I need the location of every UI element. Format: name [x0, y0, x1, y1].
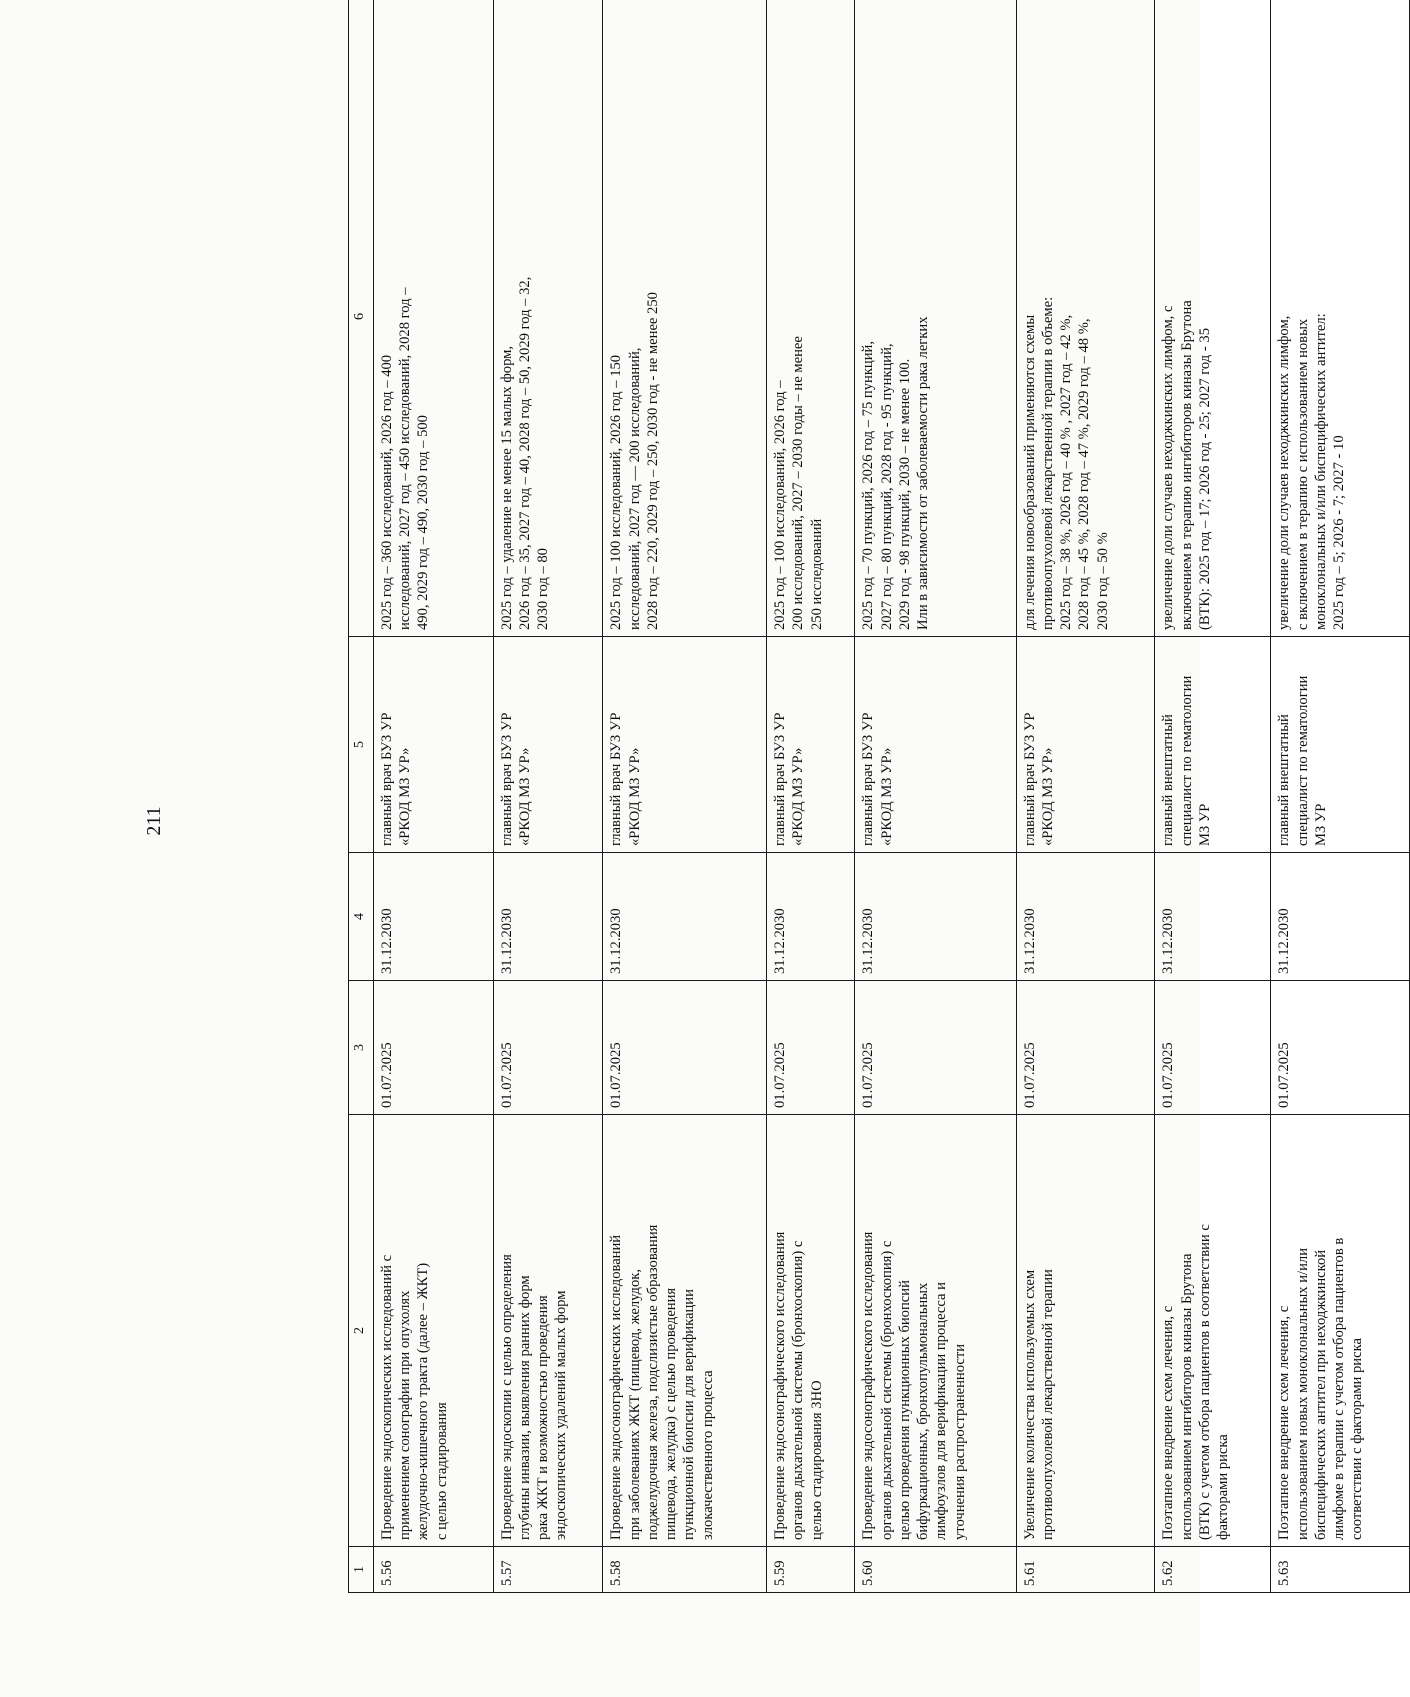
table-row — [1271, 0, 1410, 1593]
row-number: 5.58 — [603, 1547, 767, 1593]
end-date-cell: 31.12.2030 — [603, 853, 767, 981]
rotated-table-container — [348, 0, 1410, 1593]
table-row — [1155, 0, 1271, 1593]
responsible-cell: главный врач БУЗ УР «РКОД МЗ УР» — [493, 637, 603, 853]
responsible-cell: главный внештатный специалист по гематологии МЗ УР — [1271, 637, 1410, 853]
start-date-cell: 01.07.2025 — [1155, 981, 1271, 1115]
table-row — [1016, 0, 1155, 1593]
end-date-cell: 31.12.2030 — [493, 853, 603, 981]
start-date-cell: 01.07.2025 — [1016, 981, 1155, 1115]
row-number: 5.59 — [767, 1547, 855, 1593]
table-row — [493, 0, 603, 1593]
table-row — [603, 0, 767, 1593]
result-cell: 2025 год – 100 исследований, 2026 год – 200 исследований, 2027 – 2030 годы – не менее 250 исследований — [767, 0, 855, 637]
activity-cell: Проведение эндосонографического исследования органов дыхательной системы (бронхоскопия) с целью стадирования ЗНО — [767, 1115, 855, 1547]
row-number: 5.60 — [855, 1547, 1016, 1593]
activity-cell: Увеличение количества используемых схем противоопухолевой лекарственной терапии — [1016, 1115, 1155, 1547]
result-cell: 2025 год – 360 исследований, 2026 год – 400 исследований, 2027 год – 450 исследований, 2028 год – 490, 2029 год – 490, 2030 год – 500 — [374, 0, 494, 637]
activity-cell: Проведение эндоскопии с целью определения глубины инвазии, выявления ранних форм рака ЖКТ и возможностью проведения эндоскопических удалений малых форм — [493, 1115, 603, 1547]
result-cell: увеличение доли случаев неходжкинских лимфом, с включением в терапию ингибиторов киназы Брутона (ВТК): 2025 год – 17; 2026 год - 25; 2027 год - 35 — [1155, 0, 1271, 637]
result-cell: 2025 год – 70 пункций, 2026 год – 75 пункций, 2027 год – 80 пункций, 2028 год - 95 пункций, 2029 год - 98 пункций, 2030 – не менее 100. Или в зависимости от заболеваемости рака легких — [855, 0, 1016, 637]
row-number: 5.57 — [493, 1547, 603, 1593]
end-date-cell: 31.12.2030 — [1271, 853, 1410, 981]
header-cell-col-5: 5 — [349, 637, 374, 853]
responsible-cell: главный врач БУЗ УР «РКОД МЗ УР» — [603, 637, 767, 853]
header-cell-col-6: 6 — [349, 0, 374, 637]
result-cell: 2025 год – удаление не менее 15 малых форм, 2026 год – 35, 2027 год – 40, 2028 год – 50, 2029 год – 32, 2030 год – 80 — [493, 0, 603, 637]
activity-cell: Проведение эндосонографического исследования органов дыхательной системы (бронхоскопия) с целью проведения пункционных биопсий бифуркационных, бронхопульмональных лимфоузлов для верификации процесса и уточнения распространенности — [855, 1115, 1016, 1547]
start-date-cell: 01.07.2025 — [603, 981, 767, 1115]
end-date-cell: 31.12.2030 — [855, 853, 1016, 981]
row-number: 5.61 — [1016, 1547, 1155, 1593]
header-row — [349, 0, 374, 1593]
result-cell: увеличение доли случаев неходжкинских лимфом, с включением в терапию с использованием новых моноклональных и/или биспецифических антител: 2025 год – 5; 2026 - 7; 2027 - 10 — [1271, 0, 1410, 637]
plan-table — [348, 0, 1410, 1593]
start-date-cell: 01.07.2025 — [374, 981, 494, 1115]
start-date-cell: 01.07.2025 — [1271, 981, 1410, 1115]
header-cell-col-2: 2 — [349, 1115, 374, 1547]
activity-cell: Проведение эндосонографических исследований при заболеваниях ЖКТ (пищевод, желудок, поджелудочная железа, подслизистые образования пищевода, желудка) с целью проведения пункционной биопсии для верификации злокачественного процесса — [603, 1115, 767, 1547]
responsible-cell: главный врач БУЗ УР «РКОД МЗ УР» — [374, 637, 494, 853]
activity-cell: Поэтапное внедрение схем лечения, с использованием новых моноклональных и/или биспецифических антител при неходжкинской лимфоме в терапии с учетом отбора пациентов в соответствии с факторами риска — [1271, 1115, 1410, 1547]
page-number: 211 — [143, 806, 165, 836]
start-date-cell: 01.07.2025 — [767, 981, 855, 1115]
row-number: 5.56 — [374, 1547, 494, 1593]
header-cell-col-4: 4 — [349, 853, 374, 981]
table-row — [767, 0, 855, 1593]
responsible-cell: главный внештатный специалист по гематологии МЗ УР — [1155, 637, 1271, 853]
result-cell: для лечения новообразований применяются схемы противоопухолевой лекарственной терапии в объеме: 2025 год – 38 %, 2026 год – 40 % , 2027 год – 42 %, 2028 год – 45 %, 2028 год – 47 %, 2029 год – 48 %, 2030 год – 50 % — [1016, 0, 1155, 637]
end-date-cell: 31.12.2030 — [374, 853, 494, 981]
start-date-cell: 01.07.2025 — [855, 981, 1016, 1115]
row-number: 5.62 — [1155, 1547, 1271, 1593]
responsible-cell: главный врач БУЗ УР «РКОД МЗ УР» — [1016, 637, 1155, 853]
end-date-cell: 31.12.2030 — [1155, 853, 1271, 981]
end-date-cell: 31.12.2030 — [1016, 853, 1155, 981]
table-row — [374, 0, 494, 1593]
header-cell-col-1: 1 — [349, 1547, 374, 1593]
responsible-cell: главный врач БУЗ УР «РКОД МЗ УР» — [855, 637, 1016, 853]
table-row — [855, 0, 1016, 1593]
activity-cell: Проведение эндоскопических исследований с применением сонографии при опухолях желудочно-кишечного тракта (далее – ЖКТ) с целью стадирования — [374, 1115, 494, 1547]
row-number: 5.63 — [1271, 1547, 1410, 1593]
activity-cell: Поэтапное внедрение схем лечения, с использованием ингибиторов киназы Брутона (ВТК) с учетом отбора пациентов в соответствии с факторами риска — [1155, 1115, 1271, 1547]
result-cell: 2025 год – 100 исследований, 2026 год – 150 исследований, 2027 год –– 200 исследований, 2028 год – 220, 2029 год – 250, 2030 год - не менее 250 — [603, 0, 767, 637]
start-date-cell: 01.07.2025 — [493, 981, 603, 1115]
end-date-cell: 31.12.2030 — [767, 853, 855, 981]
header-cell-col-3: 3 — [349, 981, 374, 1115]
responsible-cell: главный врач БУЗ УР «РКОД МЗ УР» — [767, 637, 855, 853]
